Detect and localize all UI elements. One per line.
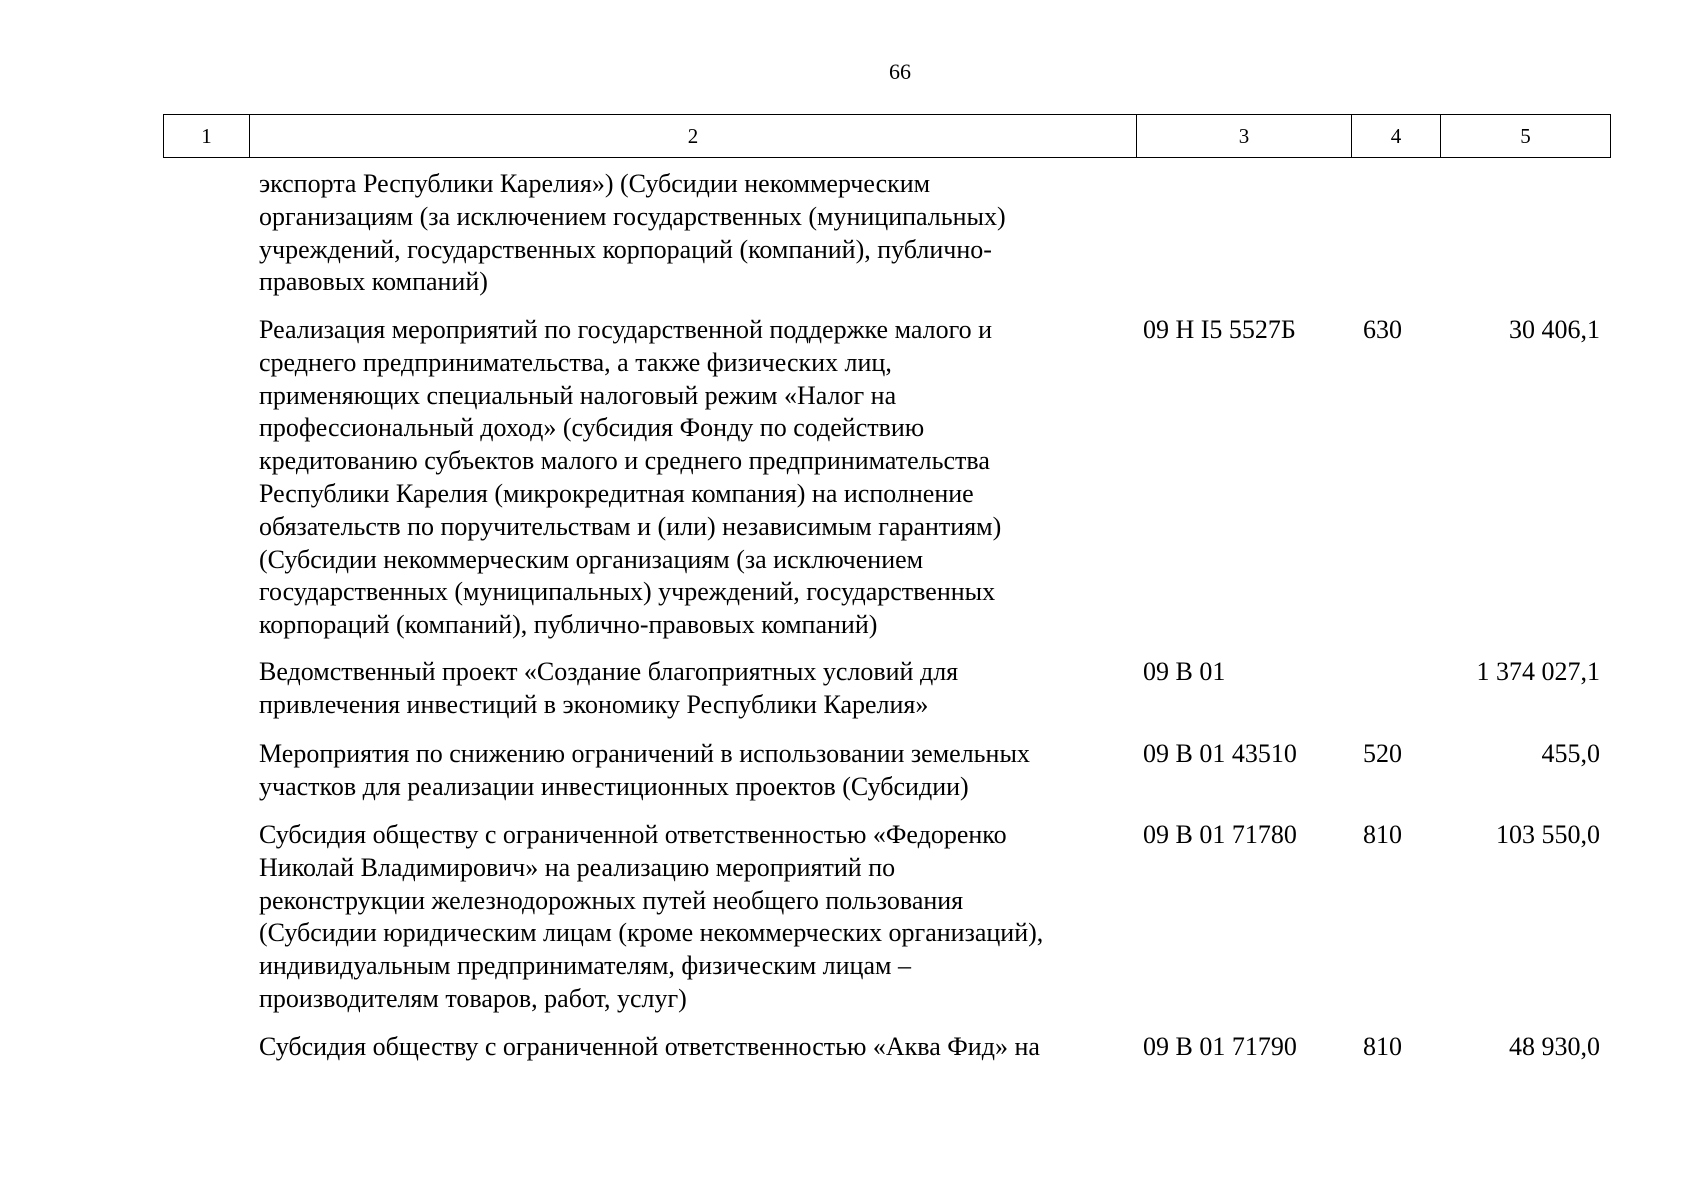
description-line: среднего предпринимательства, а также физических лиц, (259, 347, 892, 377)
row-amount: 48 930,0 (1509, 1032, 1600, 1061)
description-line: индивидуальным предпринимателям, физическим лицам – (259, 951, 911, 981)
description-line: Субсидия обществу с ограниченной ответственностью «Федоренко (259, 820, 1007, 849)
description-line: применяющих специальный налоговый режим «Налог на (259, 380, 897, 410)
column-header-table (163, 114, 1611, 158)
description-line: организациям (за исключением государственных (муниципальных) (259, 201, 1006, 231)
row-expense-type: 630 (1363, 315, 1402, 344)
row-expense-type: 520 (1363, 739, 1402, 768)
description-line: Реализация мероприятий по государственной поддержке малого и (259, 315, 993, 344)
description-line: учреждений, государственных корпораций (компаний), публично- (259, 234, 992, 264)
column-number-2: 2 (250, 115, 1137, 158)
column-number-4: 4 (1352, 115, 1441, 158)
column-number-5: 5 (1441, 115, 1611, 158)
description-line: (Субсидии некоммерческим организациям (за исключением (259, 544, 924, 574)
description-line: обязательств по поручительствам и (или) независимым гарантиям) (259, 511, 1002, 541)
row-description (259, 656, 1129, 722)
description-line: кредитованию субъектов малого и среднего предпринимательства (259, 446, 990, 476)
row-amount: 455,0 (1541, 739, 1600, 768)
row-code: 09 В 01 43510 (1143, 739, 1297, 768)
description-line: реконструкции железнодорожных путей необщего пользования (259, 885, 964, 915)
row-expense-type: 810 (1363, 1032, 1402, 1061)
description-line: Николай Владимирович» на реализацию мероприятий по (259, 852, 896, 882)
column-number-3: 3 (1137, 115, 1352, 158)
row-code: 09 В 01 71780 (1143, 820, 1297, 849)
page-number: 66 (889, 59, 911, 84)
row-description (259, 168, 1129, 299)
row-code: 09 Н I5 5527Б (1143, 315, 1296, 344)
description-line: производителям товаров, работ, услуг) (259, 983, 687, 1013)
description-line: Мероприятия по снижению ограничений в использовании земельных (259, 739, 1030, 768)
description-line: Субсидия обществу с ограниченной ответственностью «Аква Фид» на (259, 1032, 1040, 1061)
description-line: профессиональный доход» (субсидия Фонду по содействию (259, 413, 925, 443)
row-amount: 103 550,0 (1496, 820, 1600, 849)
row-code: 09 В 01 (1143, 657, 1226, 686)
description-line: (Субсидии юридическим лицам (кроме некоммерческих организаций), (259, 918, 1044, 948)
row-description (259, 314, 1129, 642)
row-expense-type: 810 (1363, 820, 1402, 849)
row-code: 09 В 01 71790 (1143, 1032, 1297, 1061)
row-description (259, 1031, 1129, 1064)
row-amount: 1 374 027,1 (1476, 657, 1600, 686)
description-line: Республики Карелия (микрокредитная компания) на исполнение (259, 478, 974, 508)
description-line: экспорта Республики Карелия») (Субсидии некоммерческим (259, 169, 931, 198)
column-number-1: 1 (164, 115, 250, 158)
row-description (259, 819, 1129, 1016)
description-line: Ведомственный проект «Создание благоприятных условий для (259, 657, 959, 686)
row-amount: 30 406,1 (1509, 315, 1600, 344)
column-number-row (164, 115, 1611, 158)
description-line: участков для реализации инвестиционных проектов (Субсидии) (259, 771, 969, 801)
row-description (259, 738, 1129, 804)
description-line: правовых компаний) (259, 267, 488, 297)
description-line: государственных (муниципальных) учреждений, государственных (259, 577, 996, 607)
description-line: корпораций (компаний), публично-правовых компаний) (259, 610, 878, 640)
description-line: привлечения инвестиций в экономику Республики Карелия» (259, 689, 929, 719)
